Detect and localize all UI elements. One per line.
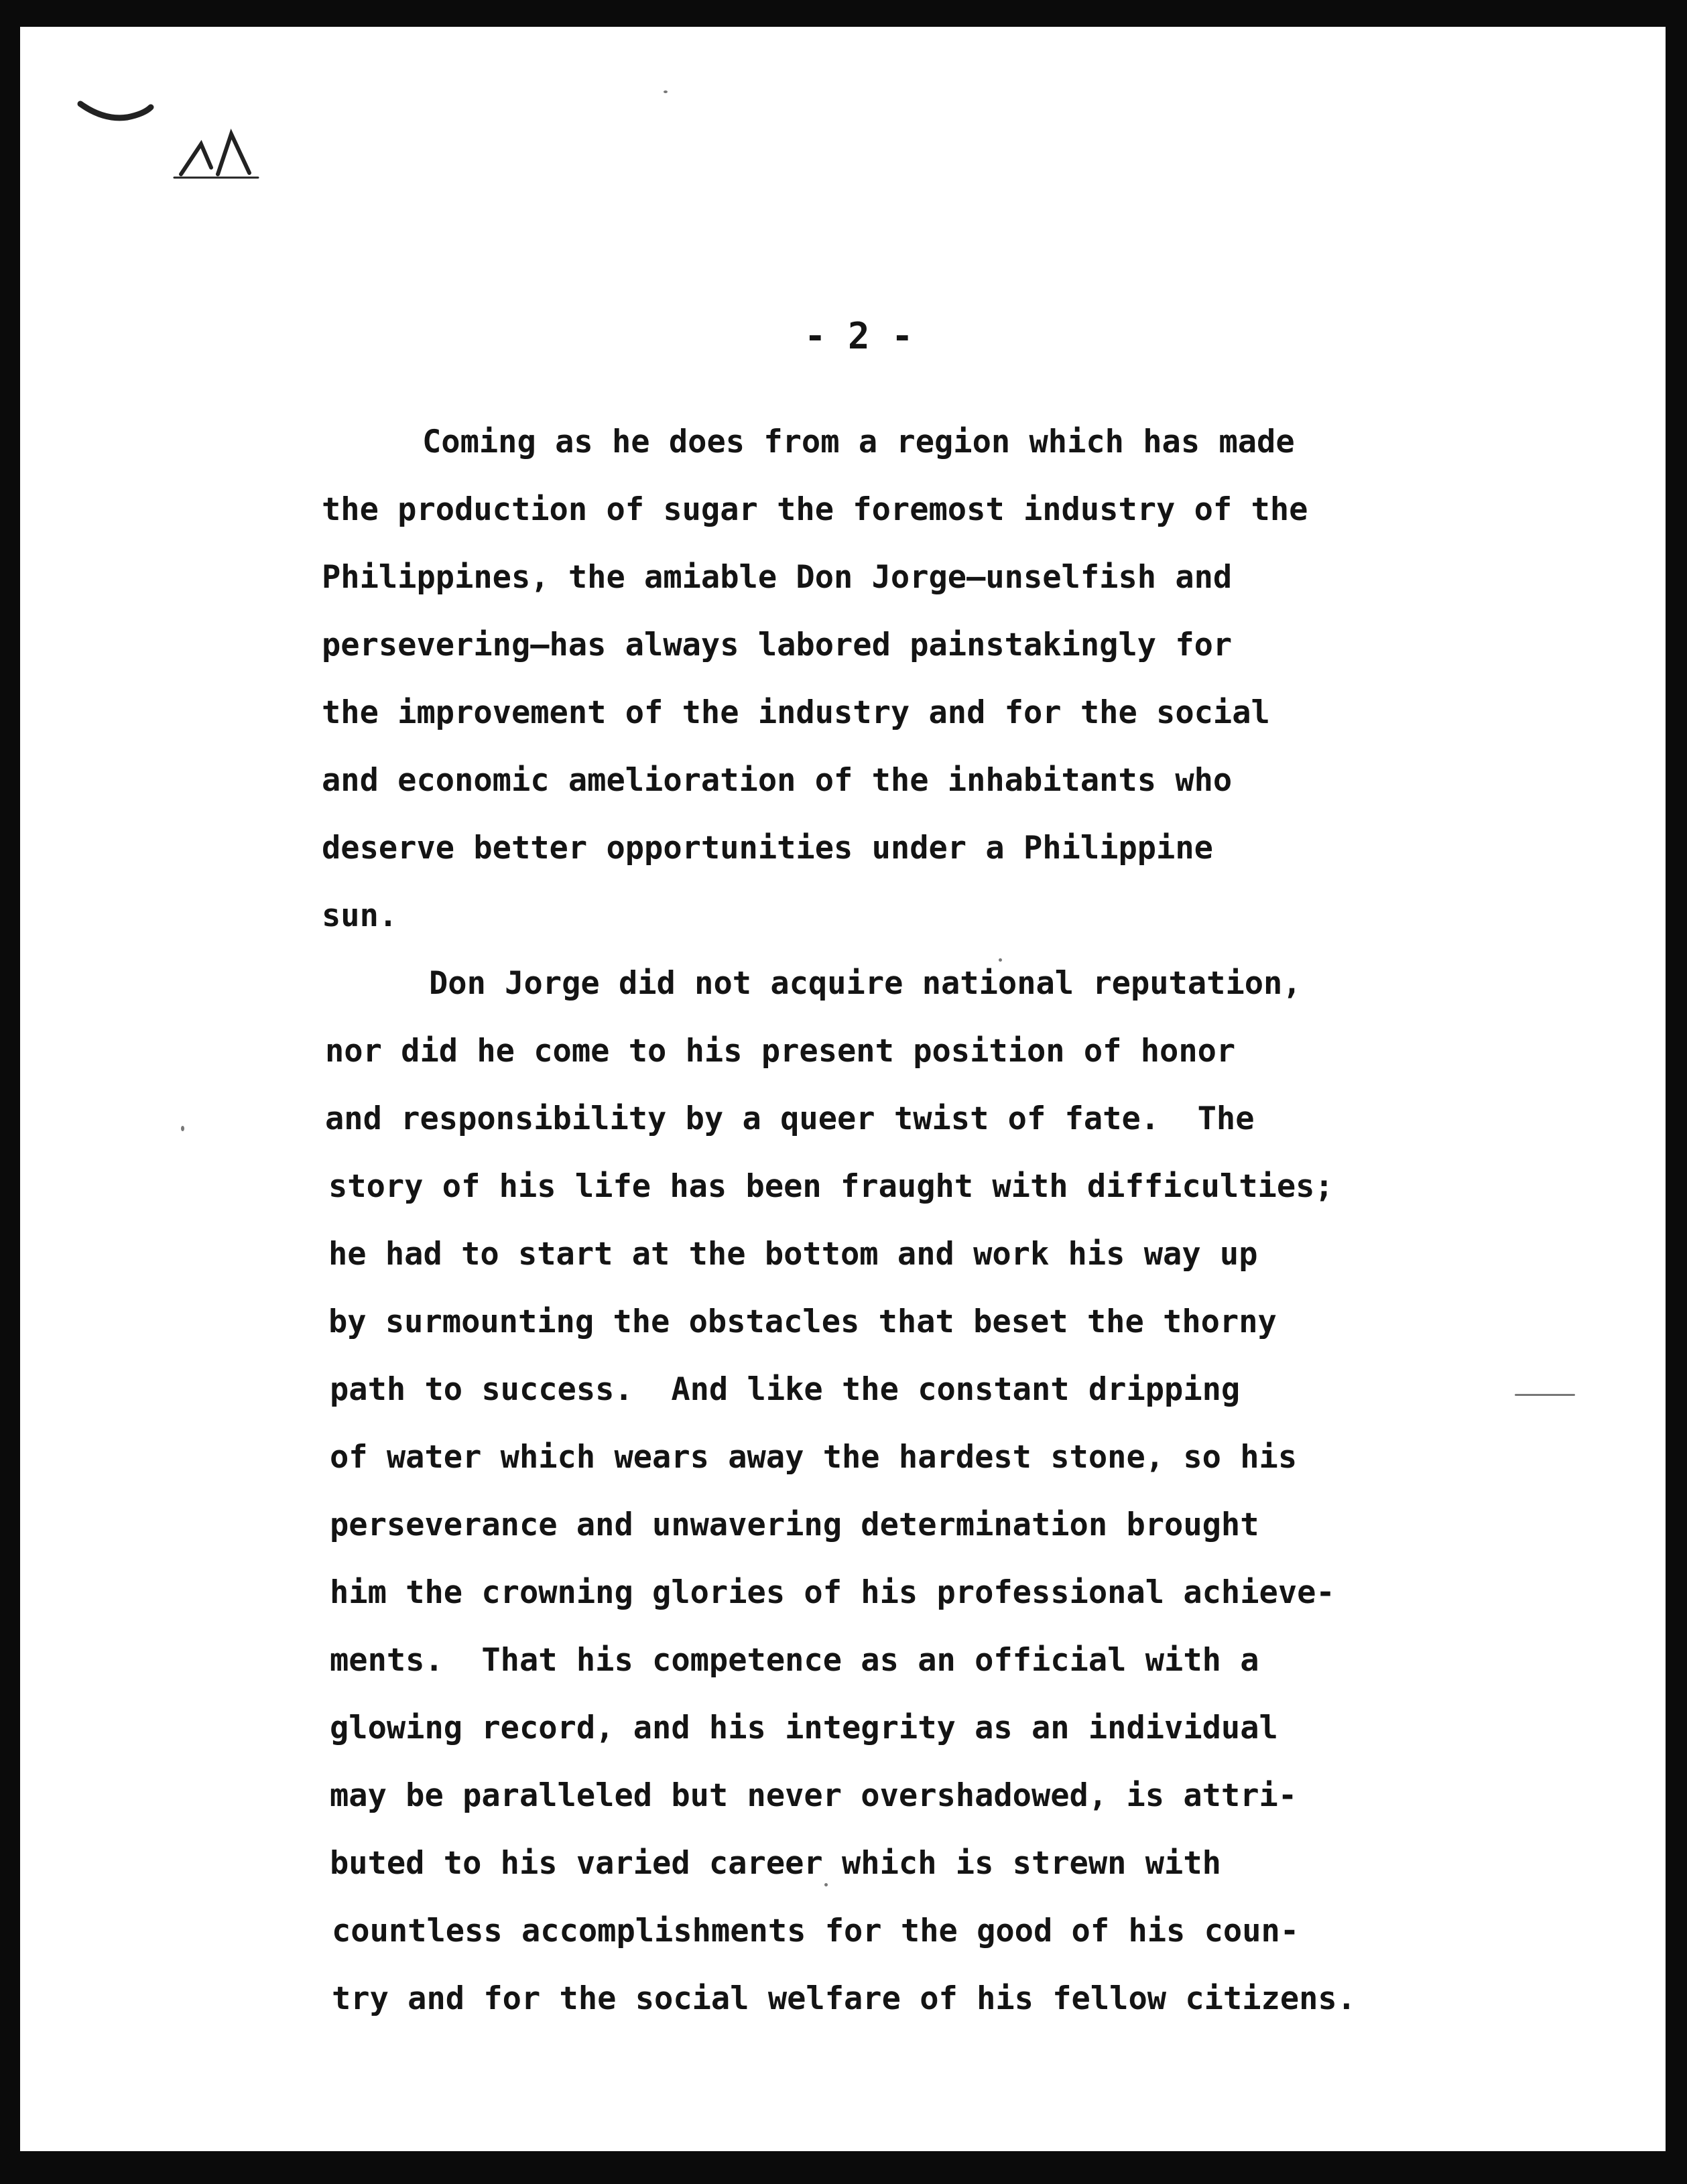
scan-speck (181, 1126, 184, 1131)
scan-speck (999, 958, 1002, 962)
text-line: him the crowning glories of his professional achieve- (330, 1574, 1335, 1611)
text-line: persevering—has always labored painstakingly for (322, 627, 1233, 663)
text-line: ments. That his competence as an official with a (330, 1642, 1259, 1679)
scan-speck (1515, 1394, 1575, 1396)
text-line: and economic amelioration of the inhabitants who (322, 762, 1233, 799)
paper-sheet (20, 27, 1666, 2151)
corner-pen-mark-icon (74, 67, 302, 188)
text-line: Don Jorge did not acquire national reputation, (429, 965, 1302, 1002)
text-line: Philippines, the amiable Don Jorge—unselfish and (322, 559, 1233, 596)
text-line: try and for the social welfare of his fellow citizens. (332, 1980, 1357, 2017)
page-number: - 2 - (804, 315, 914, 357)
text-line: may be paralleled but never overshadowed, is attri- (330, 1777, 1298, 1814)
text-line: countless accomplishments for the good of his coun- (332, 1913, 1300, 1949)
text-line: story of his life has been fraught with difficulties; (328, 1168, 1334, 1205)
text-line: by surmounting the obstacles that beset the thorny (328, 1303, 1277, 1340)
text-line: perseverance and unwavering determination brought (330, 1506, 1259, 1543)
text-line: Coming as he does from a region which has made (422, 424, 1295, 460)
text-line: he had to start at the bottom and work his way up (328, 1236, 1258, 1273)
text-line: and responsibility by a queer twist of fate. The (325, 1100, 1255, 1137)
text-line: of water which wears away the hardest stone, so his (330, 1439, 1298, 1476)
text-line: glowing record, and his integrity as an individual (330, 1710, 1278, 1746)
text-line: nor did he come to his present position of honor (325, 1033, 1236, 1070)
scan-speck (824, 1883, 828, 1886)
text-line: deserve better opportunities under a Philippine (322, 830, 1213, 866)
text-line: sun. (322, 897, 398, 934)
text-line: the improvement of the industry and for the social (322, 694, 1270, 731)
text-line: path to success. And like the constant dripping (330, 1371, 1241, 1408)
text-line: the production of sugar the foremost industry of the (322, 491, 1308, 528)
text-line: buted to his varied career which is strewn with (330, 1845, 1221, 1882)
scan-speck (664, 90, 668, 93)
